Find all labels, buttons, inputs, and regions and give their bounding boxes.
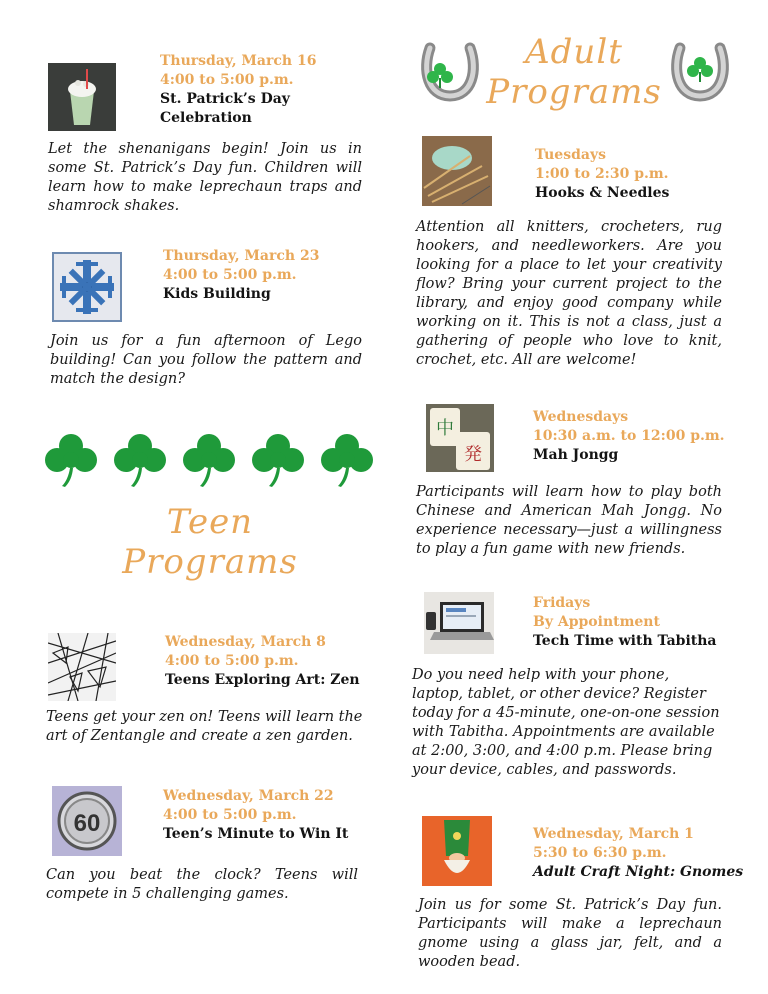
horseshoe-left-icon [418,40,482,102]
teen-programs-title: Teen Programs [122,502,298,582]
laptop-image [424,592,494,654]
event-description: Teens get your zen on! Teens will learn the art of Zentangle and create a zen garden. [46,709,363,744]
event-header-hooks-needles: Tuesdays 1:00 to 2:30 p.m. Hooks & Needles [535,147,670,201]
knitting-icon [422,136,492,206]
event-header-minute-to-win: Wednesday, March 22 4:00 to 5:00 p.m. Teen’s Minute to Win It [163,788,349,842]
mahjong-image [426,404,494,472]
shamrock-shake-image [48,63,116,131]
zentangle-icon [48,633,116,701]
shamrock-shake-icon [48,63,116,131]
event-description: Do you need help with your phone, laptop, tablet, or other device? Register today for a 45-minute, one-on-one session with Tabitha. Appointments are available at 2:00, 3:00, and 4:00 p.m. Please bring your device, cables, and passwords. [412,667,720,778]
timer-image [52,786,122,856]
event-description: Join us for some St. Patrick’s Day fun. Participants will make a leprechaun gnome using a glass jar, felt, and a wooden bead. [418,897,722,970]
svg-text:中: 中 [436,418,454,439]
shamrock-icon [44,432,98,488]
lego-snowflake-image [52,252,122,322]
shamrock-icon [251,432,305,488]
event-header-mah-jongg: Wednesdays 10:30 a.m. to 12:00 p.m. Mah Jongg [533,409,725,463]
event-description: Can you beat the clock? Teens will compete in 5 challenging games. [46,867,358,902]
laptop-icon [424,592,494,654]
gnome-jar-icon [422,816,492,886]
svg-text:60: 60 [73,810,101,837]
event-header-st-patricks: Thursday, March 16 4:00 to 5:00 p.m. St. Patrick’s Day Celebration [160,53,317,126]
shamrock-divider [44,432,374,488]
mahjong-tiles-icon [426,404,494,472]
horseshoe-right-icon [668,40,732,102]
zentangle-image [48,633,116,701]
shamrock-icon [113,432,167,488]
event-header-teens-zen: Wednesday, March 8 4:00 to 5:00 p.m. Teens Exploring Art: Zen [165,634,360,688]
gnome-image [422,816,492,886]
svg-text:発: 発 [464,444,482,465]
event-description: Participants will learn how to play both Chinese and American Mah Jongg. No experience necessary—just a willingness to play a fun game with new friends. [416,484,722,557]
event-description: Attention all knitters, crocheters, rug hookers, and needleworkers. Are you looking for a place to let your creativity flow? Bring your current project to the library, and enjoy good company while working on it. This is not a class, just a gathering of people who love to knit, crochet, etc. All are welcome! [416,219,722,368]
event-description: Join us for a fun afternoon of Lego building! Can you follow the pattern and match the design? [50,333,362,387]
lego-snowflake-icon [54,254,120,320]
knitting-image [422,136,492,206]
event-header-tech-time: Fridays By Appointment Tech Time with Tabitha [533,595,717,649]
timer-60-icon [52,786,122,856]
event-header-kids-building: Thursday, March 23 4:00 to 5:00 p.m. Kids Building [163,248,320,302]
shamrock-icon [320,432,374,488]
adult-programs-title: Adult Programs [486,32,662,112]
adult-programs-header [416,30,732,110]
shamrock-icon [182,432,236,488]
event-description: Let the shenanigans begin! Join us in some St. Patrick’s Day fun. Children will learn how to make leprechaun traps and shamrock shakes. [48,141,362,214]
event-header-craft-night: Wednesday, March 1 5:30 to 6:30 p.m. Adult Craft Night: Gnomes [533,826,744,880]
